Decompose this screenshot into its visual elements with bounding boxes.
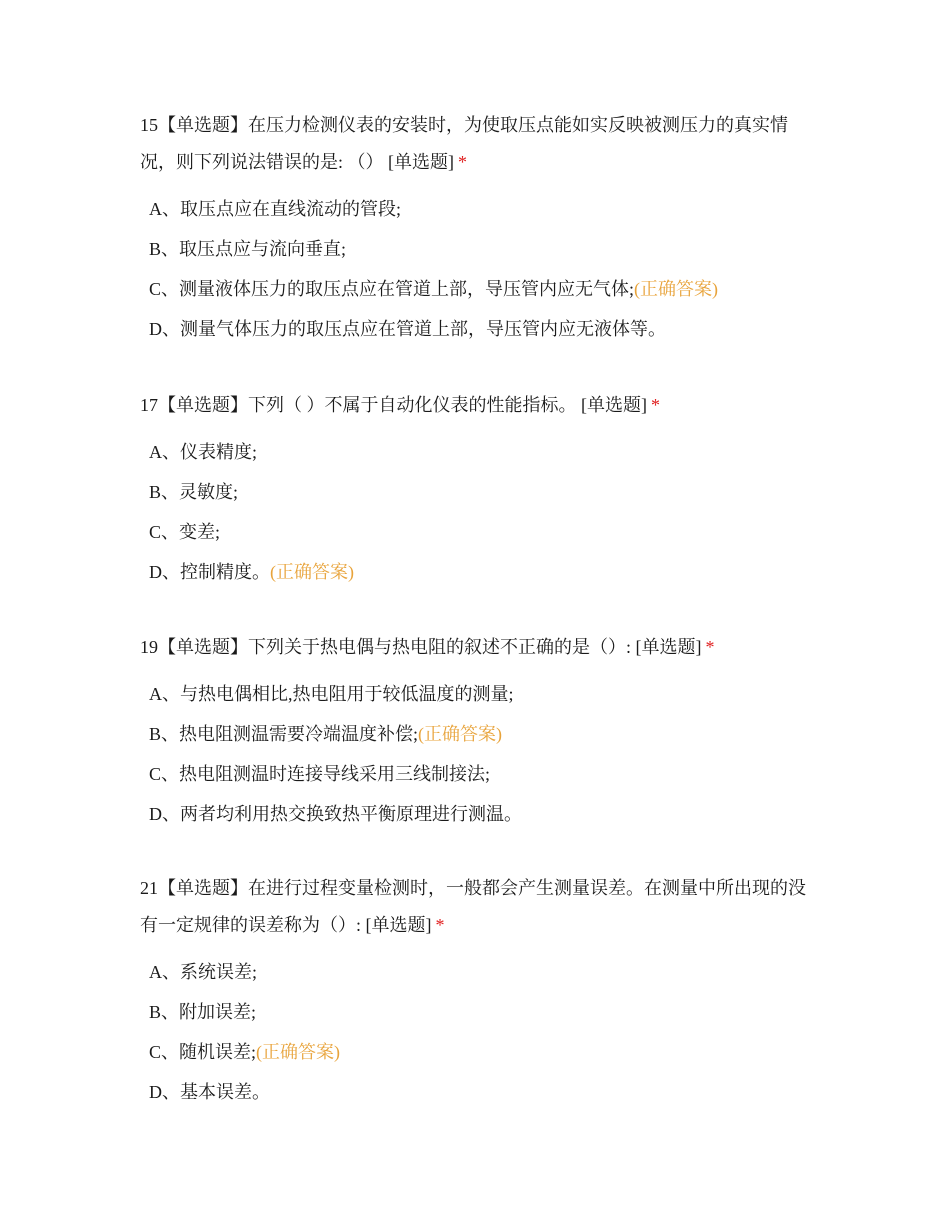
correct-answer-note: (正确答案) <box>418 724 503 744</box>
question-21 <box>140 870 820 1112</box>
option-a: A、与热电偶相比,热电阻用于较低温度的测量; <box>149 684 514 704</box>
question-title: 15【单选题】在压力检测仪表的安装时，为使取压点能如实反映被测压力的真实情况，则下列说法错误的是: （） [单选题] * <box>140 115 788 172</box>
required-mark: * <box>458 152 467 172</box>
required-mark: * <box>435 915 445 935</box>
option-a: A、系统误差; <box>149 962 257 982</box>
correct-answer-note: (正确答案) <box>270 562 354 582</box>
required-mark: * <box>705 637 715 657</box>
option-d: D、基本误差。 <box>149 1082 270 1102</box>
question-title: 17【单选题】下列（ ）不属于自动化仪表的性能指标。 [单选题] * <box>140 395 660 415</box>
question-title: 19【单选题】下列关于热电偶与热电阻的叙述不正确的是（）: [单选题] * <box>140 637 715 657</box>
option-c: C、随机误差;(正确答案) <box>149 1042 341 1062</box>
option-list <box>140 189 820 349</box>
correct-answer-note: (正确答案) <box>634 279 719 299</box>
option-c: C、测量液体压力的取压点应在管道上部，导压管内应无气体;(正确答案) <box>149 279 719 299</box>
question-17 <box>140 387 820 592</box>
option-a: A、取压点应在直线流动的管段; <box>149 199 401 219</box>
option-list <box>140 432 820 592</box>
correct-answer-note: (正确答案) <box>256 1042 341 1062</box>
option-a: A、仪表精度; <box>149 442 257 462</box>
option-b: B、热电阻测温需要冷端温度补偿;(正确答案) <box>149 724 503 744</box>
question-15 <box>140 107 820 349</box>
question-title: 21【单选题】在进行过程变量检测时，一般都会产生测量误差。在测量中所出现的没有一定规律的误差称为（）: [单选题] * <box>140 878 806 935</box>
option-d: D、控制精度。(正确答案) <box>149 562 354 582</box>
option-b: B、灵敏度; <box>149 482 239 502</box>
option-b: B、附加误差; <box>149 1002 257 1022</box>
option-c: C、变差; <box>149 522 221 542</box>
required-mark: * <box>651 395 660 415</box>
option-list <box>140 952 820 1112</box>
question-19 <box>140 629 820 834</box>
option-d: D、测量气体压力的取压点应在管道上部，导压管内应无液体等。 <box>149 319 666 339</box>
option-b: B、取压点应与流向垂直; <box>149 239 347 259</box>
option-c: C、热电阻测温时连接导线采用三线制接法; <box>149 764 491 784</box>
option-d: D、两者均利用热交换致热平衡原理进行测温。 <box>149 804 522 824</box>
option-list <box>140 674 820 834</box>
